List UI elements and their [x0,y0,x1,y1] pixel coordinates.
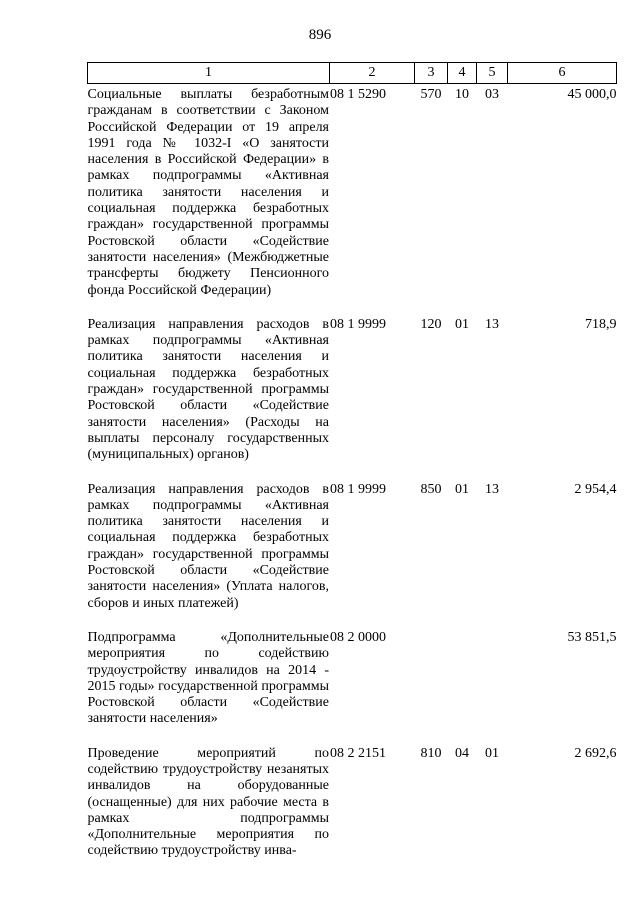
row-description: Проведение мероприятий по содействию трудоустройству незанятых инвалидов на оборудованные (оснащенные) для них рабочие места в рамках подпрограммы «Дополнительные мероприятия по содействию трудоустройству инва- [87,745,329,859]
row-code: 08 1 5290 [330,87,386,102]
row-description: Реализация направления расходов в рамках подпрограммы «Активная политика занятости населения и социальная поддержка безработных граждан» государственной программы Ростовской области «Содействие занятости населения» (Расходы на выплаты персоналу государственных (муниципальных) органов) [87,316,329,463]
table-row [88,84,617,311]
row-col4: 10 [455,87,469,102]
row-description: Реализация направления расходов в рамках подпрограммы «Активная политика занятости населения и социальная поддержка безработных граждан» государственной программы Ростовской области «Содействие занятости населения» (Уплата налогов, сборов и иных платежей) [87,481,329,611]
page-number: 896 [308,27,332,43]
row-amount: 2 692,6 [574,745,617,761]
column-header-2: 2 [330,63,415,84]
row-col4 [448,624,477,740]
table-header-row [88,63,617,84]
row-col4: 01 [455,481,469,497]
row-col4: 04 [455,745,469,761]
row-col5: 13 [485,316,499,332]
row-description: Подпрограмма «Дополнительные мероприятия по содействию трудоустройству инвалидов на 2014 - 2015 годы» государственной программы Ростовской области «Содействие занятости населения» [87,629,329,727]
row-code: 08 2 2151 [330,745,386,761]
row-col3: 810 [420,745,442,761]
row-col3: 850 [420,481,442,497]
table-row [88,311,617,476]
row-code: 08 1 9999 [330,481,386,497]
row-amount: 2 954,4 [574,481,617,497]
column-header-5: 5 [477,63,508,84]
row-col5: 01 [485,745,499,761]
row-col5: 13 [485,481,499,497]
row-amount: 718,9 [585,316,617,332]
column-header-1: 1 [88,63,330,84]
row-col5 [477,624,508,740]
row-code: 08 1 9999 [330,316,386,332]
row-col5: 03 [485,87,499,102]
table-row [88,624,617,740]
column-header-4: 4 [448,63,477,84]
table-row [88,740,617,872]
row-col3: 570 [420,87,442,102]
table-row [88,476,617,624]
row-description: Социальные выплаты безработным гражданам в соответствии с Законом Российской Федерации от 19 апреля 1991 года № 1032-I «О занятости населения в Российской Федерации» в рамках подпрограммы «Активная политика занятости населения и социальная поддержка безработных граждан» государственной программы Ростовской области «Содействие занятости населения» (Межбюджетные трансферты бюджету Пенсионного фонда Российской Федерации) [87,87,329,298]
row-col3: 120 [420,316,442,332]
column-header-6: 6 [508,63,617,84]
row-col3 [415,624,448,740]
row-amount: 53 851,5 [567,629,617,645]
row-col4: 01 [455,316,469,332]
row-code: 08 2 0000 [330,629,386,645]
column-header-3: 3 [415,63,448,84]
row-amount: 45 000,0 [567,87,617,102]
budget-table [87,62,617,872]
